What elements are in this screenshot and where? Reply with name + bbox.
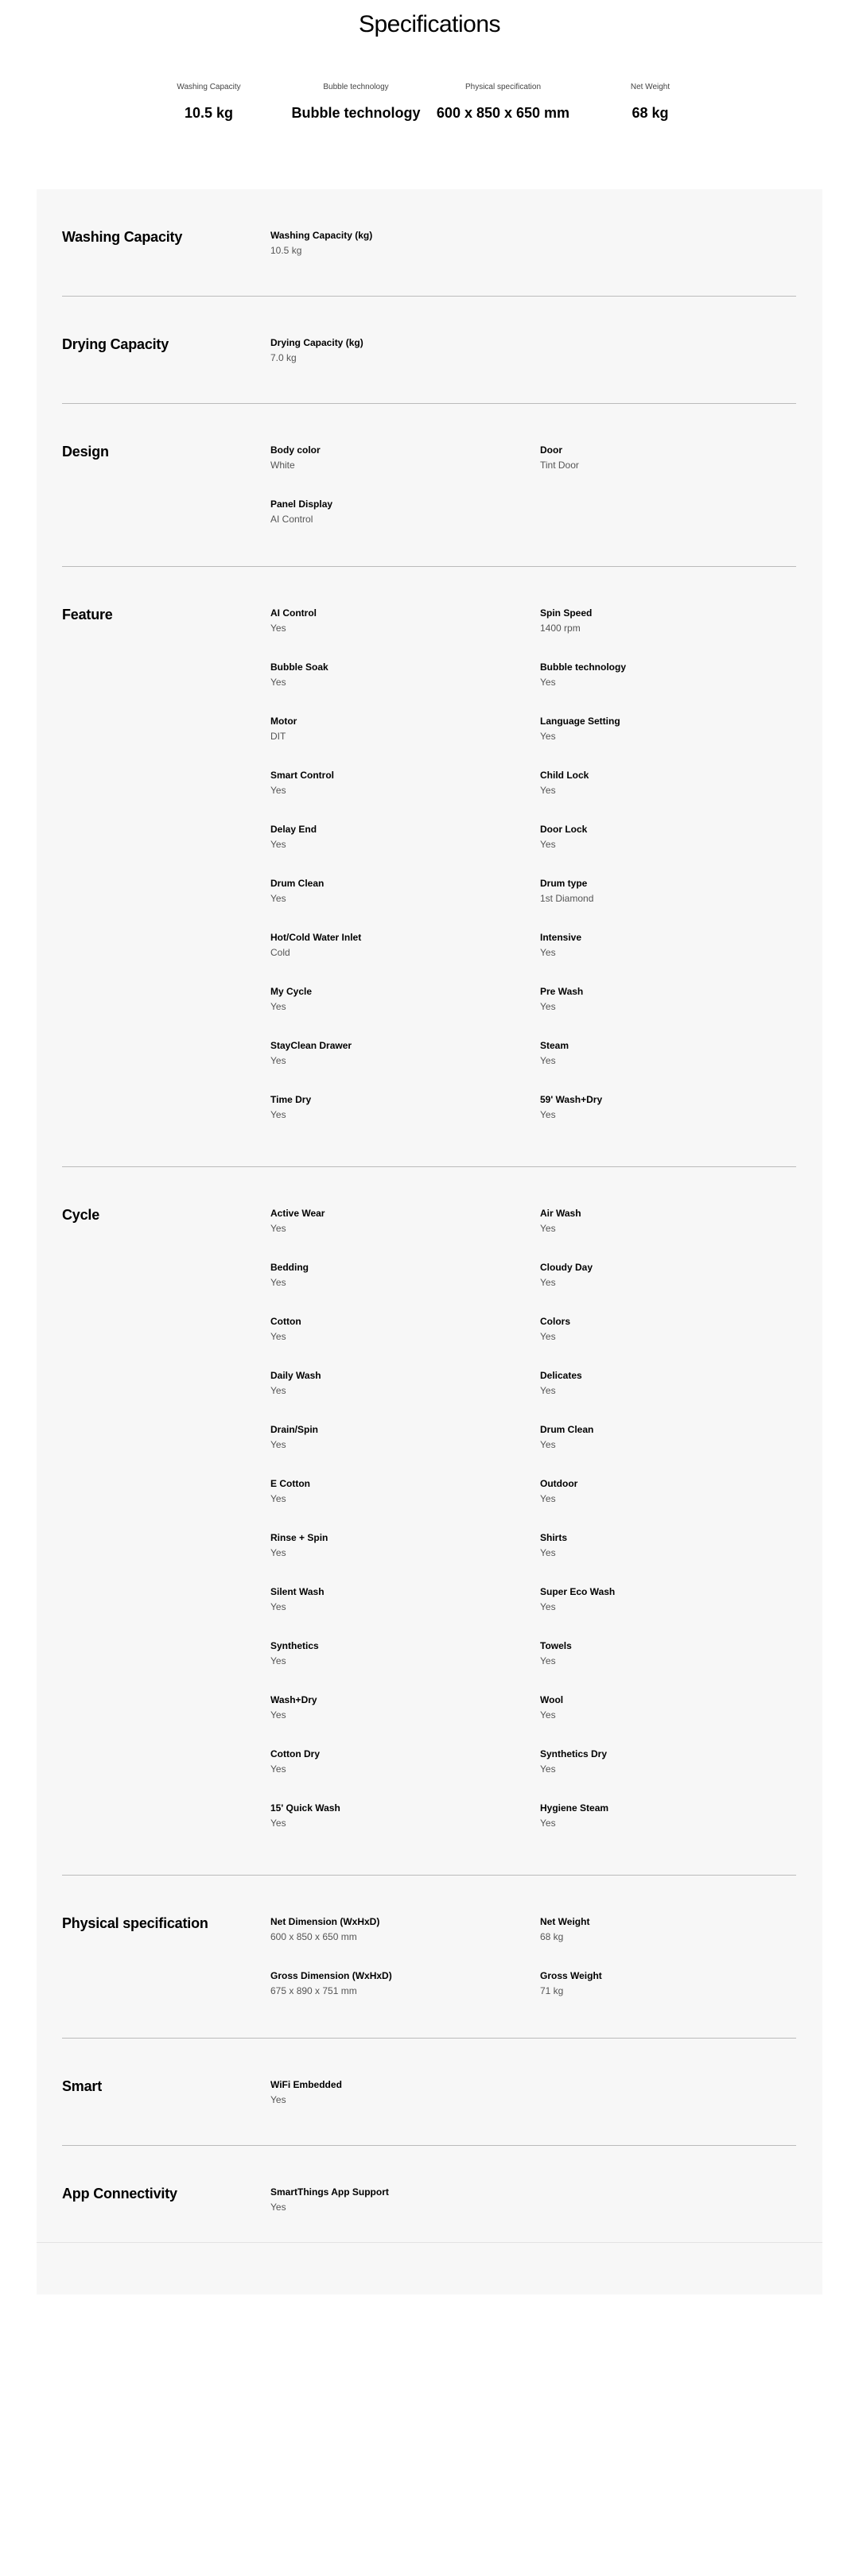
spec-name: Wash+Dry [270, 1694, 317, 1705]
spec-item [270, 1531, 540, 1585]
spec-value: 1400 rpm [540, 623, 581, 634]
spec-name: My Cycle [270, 986, 313, 997]
spec-name: Gross Dimension (WxHxD) [270, 1970, 392, 1981]
spec-item [540, 1693, 796, 1748]
spec-item [270, 1039, 540, 1093]
section-title: Washing Capacity [62, 229, 183, 245]
spec-name: Washing Capacity (kg) [270, 230, 373, 241]
spec-value: Yes [540, 1493, 556, 1504]
spec-item [270, 1261, 540, 1315]
spec-name: Steam [540, 1040, 569, 1051]
spec-list [270, 2186, 796, 2240]
spec-name: E Cotton [270, 1478, 310, 1489]
spec-name: Drum Clean [270, 878, 325, 889]
spec-value: Yes [540, 785, 556, 796]
spec-item [270, 444, 540, 498]
spec-value: DIT [270, 731, 286, 742]
spec-name: Bubble Soak [270, 661, 328, 673]
spec-item [540, 1207, 796, 1261]
spec-value: Yes [540, 839, 556, 850]
spec-item [540, 931, 796, 985]
spec-item [540, 1477, 796, 1531]
spec-value: 68 kg [540, 1931, 564, 1942]
spec-value: 1st Diamond [540, 893, 594, 904]
spec-item [540, 1315, 796, 1369]
spec-name: Hygiene Steam [540, 1802, 609, 1814]
spec-name: Towels [540, 1640, 572, 1651]
spec-name: Bubble technology [540, 661, 626, 673]
spec-value: Yes [270, 623, 286, 634]
spec-value: 10.5 kg [270, 245, 302, 256]
summary-value: 10.5 kg [184, 105, 234, 121]
spec-name: Time Dry [270, 1094, 312, 1105]
spec-section-smart [62, 2039, 796, 2146]
spec-name: Wool [540, 1694, 564, 1705]
spec-section-physical-specification [62, 1876, 796, 2039]
spec-item [270, 715, 540, 769]
spec-value: Tint Door [540, 460, 579, 471]
section-title: Physical specification [62, 1915, 208, 1931]
spec-item [270, 336, 540, 390]
spec-item [540, 1093, 796, 1147]
spec-item [270, 2186, 540, 2240]
panel-divider [37, 2242, 822, 2243]
spec-value: Yes [540, 1331, 556, 1342]
spec-value: Yes [540, 1547, 556, 1558]
spec-value: Yes [540, 1385, 556, 1396]
spec-item [540, 823, 796, 877]
section-title: Drying Capacity [62, 336, 169, 352]
spec-name: WiFi Embedded [270, 2079, 342, 2090]
spec-value: Yes [540, 1055, 556, 1066]
spec-name: Child Lock [540, 770, 589, 781]
spec-value: Yes [270, 1277, 286, 1288]
spec-name: Door Lock [540, 824, 588, 835]
spec-name: Body color [270, 444, 321, 456]
spec-value: Yes [540, 1277, 556, 1288]
spec-name: 15' Quick Wash [270, 1802, 340, 1814]
page-title: Specifications [358, 11, 501, 37]
spec-item [540, 1748, 796, 1802]
spec-value: Yes [540, 677, 556, 688]
spec-item [270, 1207, 540, 1261]
spec-value: Yes [270, 1001, 286, 1012]
spec-name: 59' Wash+Dry [540, 1094, 603, 1105]
spec-value: 675 x 890 x 751 mm [270, 1985, 357, 1996]
spec-name: Motor [270, 716, 297, 727]
spec-value: Yes [540, 1001, 556, 1012]
summary-label: Bubble technology [323, 83, 389, 91]
spec-value: 71 kg [540, 1985, 564, 1996]
spec-name: Super Eco Wash [540, 1586, 616, 1597]
spec-item [270, 1423, 540, 1477]
spec-value: Yes [270, 1439, 286, 1450]
spec-item [270, 1693, 540, 1748]
spec-name: Colors [540, 1316, 571, 1327]
spec-name: Gross Weight [540, 1970, 602, 1981]
summary-item [577, 83, 724, 122]
spec-name: Drying Capacity (kg) [270, 337, 363, 348]
spec-list [270, 607, 796, 1147]
spec-value: Yes [540, 1439, 556, 1450]
spec-name: Drain/Spin [270, 1424, 319, 1435]
section-title: Smart [62, 2078, 103, 2094]
spec-item [540, 1039, 796, 1093]
spec-item [270, 1093, 540, 1147]
section-title: Feature [62, 607, 113, 623]
summary-label: Physical specification [464, 83, 542, 91]
spec-item [540, 1531, 796, 1585]
spec-summary [135, 83, 724, 122]
spec-name: Hot/Cold Water Inlet [270, 932, 362, 943]
spec-section-feature [62, 567, 796, 1167]
spec-item [270, 1369, 540, 1423]
spec-item [540, 1915, 796, 1969]
spec-name: Drum type [540, 878, 588, 889]
spec-name: Synthetics [270, 1640, 319, 1651]
summary-item [135, 83, 282, 122]
spec-item [540, 1585, 796, 1639]
spec-name: Synthetics Dry [540, 1748, 608, 1759]
spec-name: Net Weight [540, 1916, 590, 1927]
spec-name: StayClean Drawer [270, 1040, 352, 1051]
spec-value: Yes [270, 1109, 286, 1120]
spec-list [270, 2078, 796, 2132]
summary-value: 600 x 850 x 650 mm [436, 105, 570, 121]
spec-item [270, 877, 540, 931]
spec-item [540, 985, 796, 1039]
spec-item [270, 1315, 540, 1369]
spec-value: Yes [270, 1655, 286, 1666]
spec-name: Cotton [270, 1316, 301, 1327]
spec-item [270, 2078, 540, 2132]
spec-item [270, 931, 540, 985]
spec-value: Yes [270, 1547, 286, 1558]
spec-list [270, 229, 796, 283]
spec-section-app-connectivity [62, 2146, 796, 2242]
spec-name: Net Dimension (WxHxD) [270, 1916, 380, 1927]
spec-value: Yes [540, 1223, 556, 1234]
spec-item [270, 1969, 540, 2023]
spec-name: Rinse + Spin [270, 1532, 328, 1543]
summary-item [430, 83, 577, 122]
spec-item [540, 1969, 796, 2023]
spec-item [540, 607, 796, 661]
spec-name: Spin Speed [540, 607, 593, 619]
spec-item [270, 985, 540, 1039]
section-title: Design [62, 444, 109, 460]
spec-value: White [270, 460, 295, 471]
spec-section-cycle [62, 1167, 796, 1876]
spec-name: Silent Wash [270, 1586, 325, 1597]
spec-value: Yes [540, 1601, 556, 1612]
spec-value: Yes [270, 2202, 286, 2213]
spec-list [270, 336, 796, 390]
summary-label: Washing Capacity [177, 83, 241, 91]
spec-value: Yes [540, 1763, 556, 1775]
spec-name: Delay End [270, 824, 317, 835]
spec-value: 7.0 kg [270, 352, 297, 363]
spec-name: Door [540, 444, 562, 456]
spec-item [270, 769, 540, 823]
spec-value: Yes [270, 1223, 286, 1234]
spec-item [270, 498, 540, 552]
spec-value: Yes [270, 677, 286, 688]
spec-value: 600 x 850 x 650 mm [270, 1931, 357, 1942]
spec-name: Intensive [540, 932, 582, 943]
spec-item [270, 229, 540, 283]
spec-list [270, 1915, 796, 2023]
spec-item [270, 1585, 540, 1639]
spec-value: Yes [270, 1818, 286, 1829]
summary-label: Net Weight [630, 83, 670, 91]
spec-value: Yes [540, 1655, 556, 1666]
spec-list [270, 444, 796, 552]
spec-section-drying-capacity [62, 297, 796, 404]
spec-value: Yes [270, 785, 286, 796]
spec-name: Cotton Dry [270, 1748, 320, 1759]
spec-name: Panel Display [270, 499, 333, 510]
spec-value: Yes [270, 893, 286, 904]
spec-value: Yes [270, 1331, 286, 1342]
summary-value: 68 kg [632, 105, 669, 121]
spec-name: Drum Clean [540, 1424, 594, 1435]
spec-value: Yes [540, 1109, 556, 1120]
spec-section-washing-capacity [62, 189, 796, 297]
spec-value: Yes [540, 947, 556, 958]
spec-name: Daily Wash [270, 1370, 321, 1381]
section-title: App Connectivity [62, 2186, 177, 2202]
spec-item [540, 877, 796, 931]
spec-value: Yes [270, 2094, 286, 2105]
spec-item [540, 715, 796, 769]
spec-name: Smart Control [270, 770, 335, 781]
spec-name: Delicates [540, 1370, 582, 1381]
spec-name: Air Wash [540, 1208, 581, 1219]
spec-value: AI Control [270, 514, 313, 525]
spec-value: Yes [540, 1709, 556, 1721]
spec-value: Yes [270, 1055, 286, 1066]
spec-name: Shirts [540, 1532, 568, 1543]
spec-name: Pre Wash [540, 986, 584, 997]
spec-item [540, 1261, 796, 1315]
spec-item [540, 1369, 796, 1423]
spec-panel [37, 189, 822, 2295]
spec-item [270, 1802, 540, 1856]
spec-value: Cold [270, 947, 290, 958]
spec-list [270, 1207, 796, 1856]
spec-item [540, 661, 796, 715]
spec-item [540, 1802, 796, 1856]
spec-value: Yes [270, 1601, 286, 1612]
spec-value: Yes [540, 1818, 556, 1829]
spec-section-design [62, 404, 796, 567]
spec-value: Yes [270, 839, 286, 850]
spec-item [270, 823, 540, 877]
spec-item [270, 1639, 540, 1693]
spec-name: SmartThings App Support [270, 2186, 389, 2198]
spec-item [270, 1915, 540, 1969]
summary-value: Bubble technology [291, 105, 421, 121]
spec-item [540, 1639, 796, 1693]
spec-item [540, 1423, 796, 1477]
spec-value: Yes [540, 731, 556, 742]
spec-item [270, 661, 540, 715]
spec-name: Outdoor [540, 1478, 578, 1489]
spec-item [270, 607, 540, 661]
spec-name: Bedding [270, 1262, 309, 1273]
spec-value: Yes [270, 1493, 286, 1504]
spec-item [270, 1477, 540, 1531]
spec-item [270, 1748, 540, 1802]
spec-item [540, 769, 796, 823]
spec-name: AI Control [270, 607, 317, 619]
spec-name: Cloudy Day [540, 1262, 593, 1273]
spec-value: Yes [270, 1709, 286, 1721]
spec-value: Yes [270, 1763, 286, 1775]
summary-item [282, 83, 430, 122]
spec-item [540, 444, 796, 498]
spec-value: Yes [270, 1385, 286, 1396]
spec-name: Active Wear [270, 1208, 325, 1219]
section-title: Cycle [62, 1207, 100, 1223]
spec-name: Language Setting [540, 716, 620, 727]
